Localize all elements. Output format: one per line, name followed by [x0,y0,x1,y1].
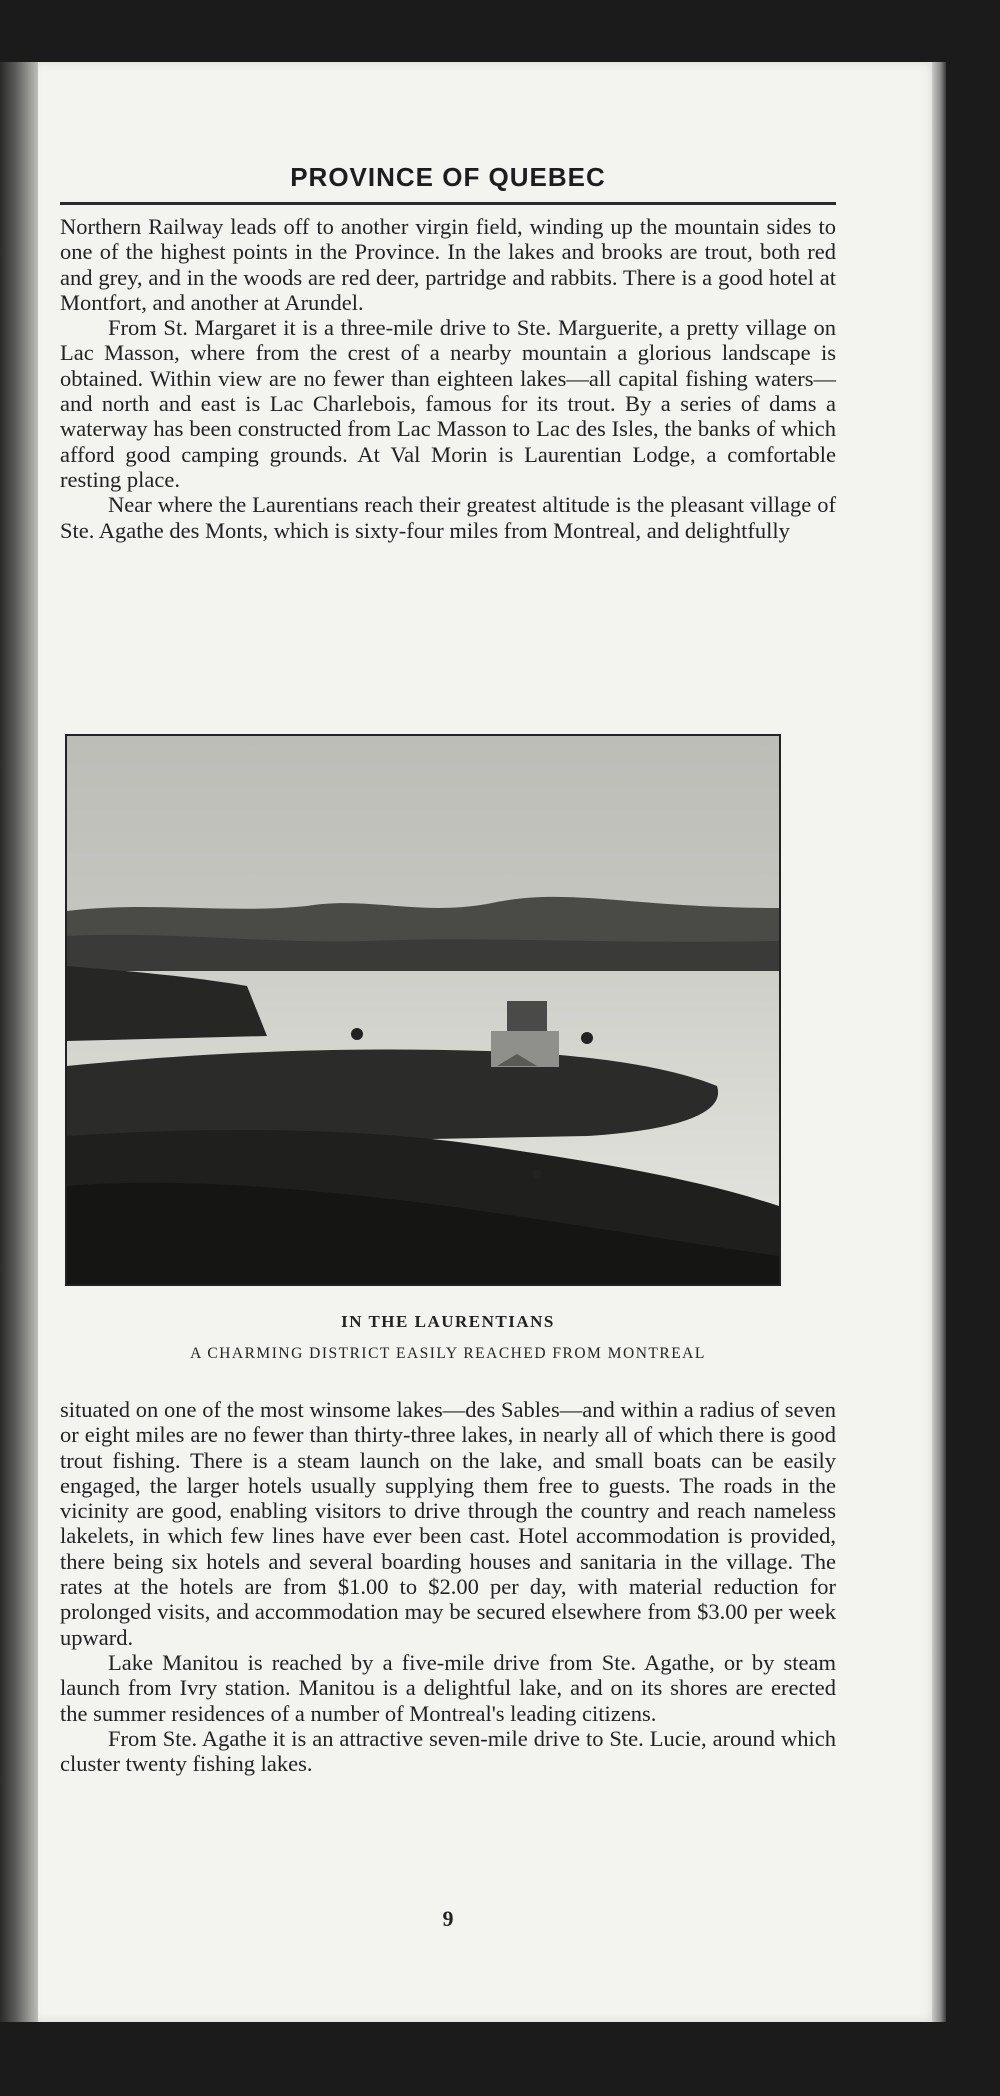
laurentians-photograph [65,734,781,1286]
figure-caption-title: IN THE LAURENTIANS [341,1312,555,1331]
page-header: PROVINCE OF QUEBEC [290,162,606,192]
paragraph: situated on one of the most winsome lakes—des Sables—and within a radius of seven or eight miles are no fewer than thirty-three lakes, in nearly all of which there is good trout fishing. There is a steam launch on the lake, and small boats can be easily engaged, the larger hotels usually supplying them free to guests. The roads in the vicinity are good, enabling visitors to drive through the country and reach nameless lakelets, in which few lines have ever been cast. Hotel accommodation is provided, there being six hotels and several boarding houses and sanitaria in the village. The rates at the hotels are from $1.00 to $2.00 per day, with material reduction for prolonged visits, and accommodation may be secured elsewhere from $3.00 per week upward. [60,1397,836,1650]
paragraph: Northern Railway leads off to another virgin field, winding up the mountain sides to one of the highest points in the Province. In the lakes and brooks are trout, both red and grey, and in the woods are red deer, partridge and rabbits. There is a good hotel at Montfort, and another at Arundel. [60,214,836,315]
page-number: 9 [442,1906,454,1931]
book-page [38,62,938,2022]
body-text-bottom [60,1397,836,1776]
lake-landscape-image [67,736,779,1284]
paragraph: Lake Manitou is reached by a five-mile drive from Ste. Agathe, or by steam launch from Ivry station. Manitou is a delightful lake, and on its shores are erected the summer residences of a number of Montreal's leading citizens. [60,1649,836,1726]
paragraph: From Ste. Agathe it is an attractive seven-mile drive to Ste. Lucie, around which cluster twenty fishing lakes. [60,1725,836,1777]
book-spine [0,62,38,2022]
paragraph: Near where the Laurentians reach their greatest altitude is the pleasant village of Ste. Agathe des Monts, which is sixty-four miles from Montreal, and delightfully [60,492,836,543]
paragraph: From St. Margaret it is a three-mile drive to Ste. Marguerite, a pretty village on Lac Masson, where from the crest of a nearby mountain a glorious landscape is obtained. Within view are no fewer than eighteen lakes—all capital fishing waters—and north and east is Lac Charlebois, famous for its trout. By a series of dams a waterway has been constructed from Lac Masson to Lac des Isles, the banks of which afford good camping grounds. At Val Morin is Laurentian Lodge, a comfortable resting place. [60,315,836,492]
figure-caption-subtitle: A CHARMING DISTRICT EASILY REACHED FROM MONTREAL [190,1345,706,1362]
body-text-top [60,214,836,543]
header-rule [60,202,836,205]
page-edge [932,62,946,2022]
